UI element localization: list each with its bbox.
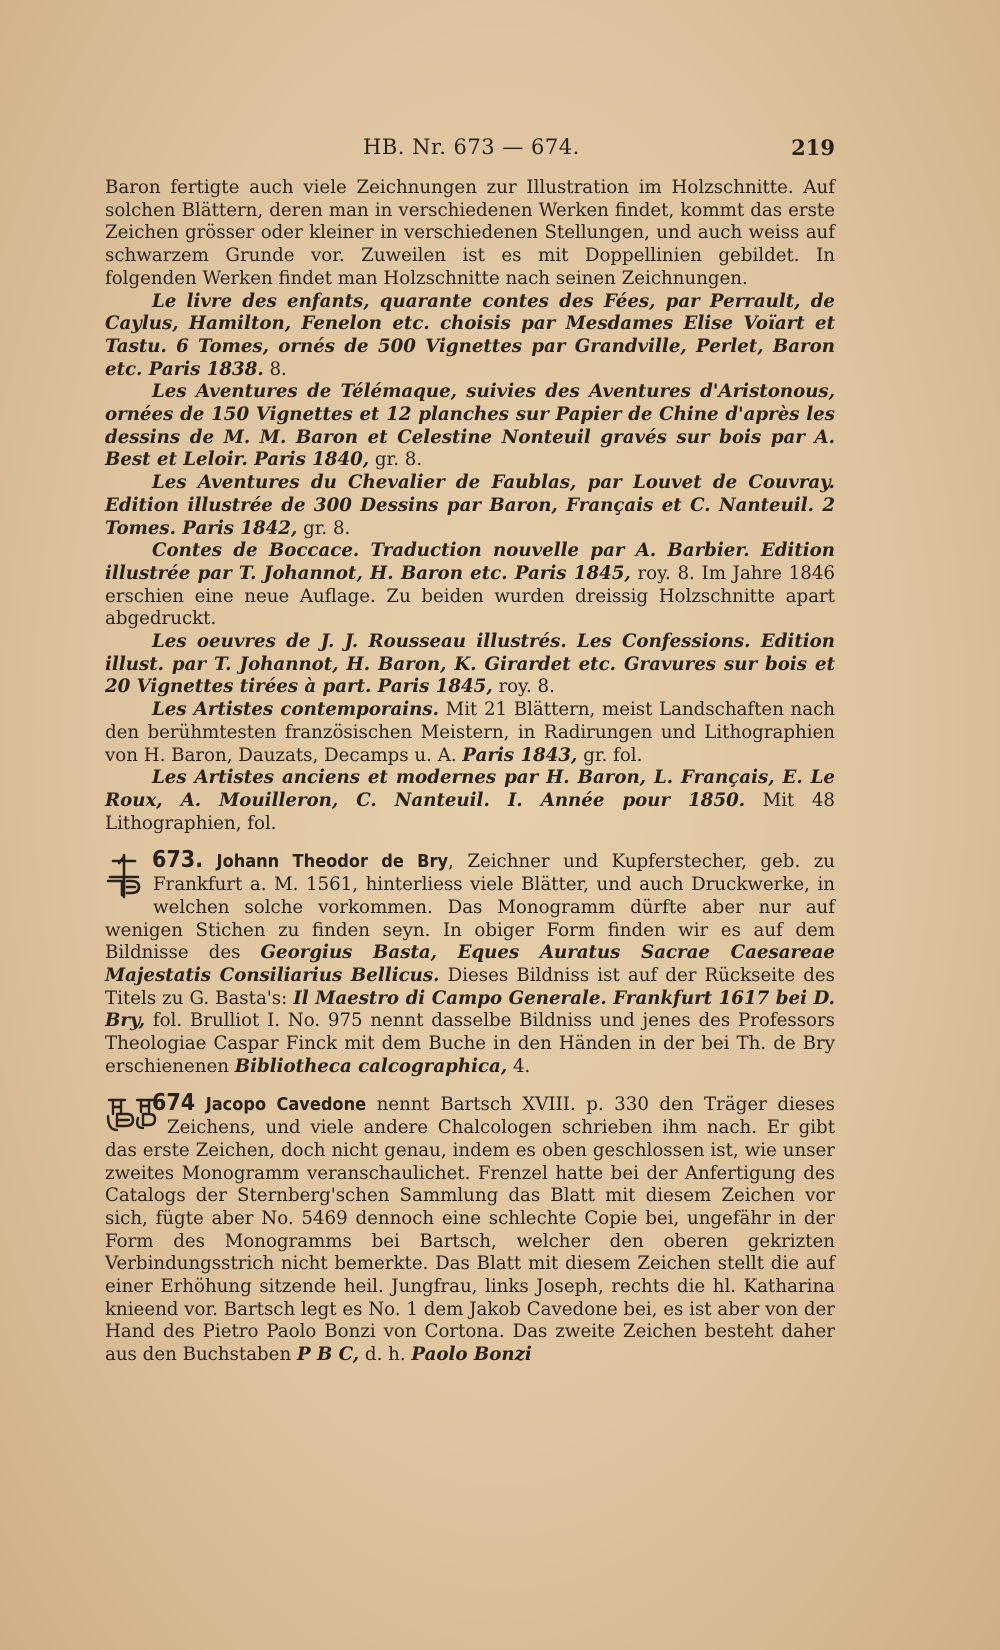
- reference-6: Les Artistes contemporains. Mit 21 Blättern, meist Landschaften nach den berühmtesten französischen Meistern, in Radirungen und Lithographien von H. Baron, Dauzats, Decamps u. A. Paris 1843, gr. fol.: [105, 699, 835, 766]
- artist-name: Jacopo Cavedone: [205, 1094, 367, 1116]
- reference-title: Les Aventures du Chevalier de Faublas, par Louvet de Couvray. Edition illustrée de 300 Dessins par Baron, Français et C. Nanteuil. 2 Tomes. Paris 1842,: [105, 472, 835, 539]
- reference-title: Les oeuvres de J. J. Rousseau illustrés. Les Confessions. Edition illust. par T. Johannot, H. Baron, K. Girardet etc. Gravures sur bois et 20 Vignettes tirées à part. Paris 1845,: [105, 631, 835, 698]
- reference-4: Contes de Boccace. Traduction nouvelle par A. Barbier. Edition illustrée par T. Johannot, H. Baron etc. Paris 1845, roy. 8. Im Jahre 1846 erschien eine neue Auflage. Zu beiden wurden dreissig Holzschnitte apart abgedruckt.: [105, 540, 835, 630]
- artist-name: Johann Theodor de Bry: [216, 851, 449, 873]
- monogram-tb-icon: [105, 851, 143, 901]
- reference-5: Les oeuvres de J. J. Rousseau illustrés. Les Confessions. Edition illust. par T. Johannot, H. Baron, K. Girardet etc. Gravures sur bois et 20 Vignettes tirées à part. Paris 1845, roy. 8.: [105, 631, 835, 698]
- entry-number: 673.: [152, 847, 204, 874]
- monogram-hb-icon: [105, 1094, 157, 1136]
- reference-1: Le livre des enfants, quarante contes des Fées, par Perrault, de Caylus, Hamilton, Fenelon etc. choisis par Mesdames Elise Voïart et Tastu. 6 Tomes, ornés de 500 Vignettes par Grandville, Perlet, Baron etc. Paris 1838. 8.: [105, 290, 835, 380]
- entry-673: 673. Johann Theodor de Bry , Zeichner und Kupferstecher, geb. zu Frankfurt a. M. 1561, hinterliess viele Blätter, und auch Druckwerke, in welchen solche vorkommen. Das Monogramm dürfte aber nur auf wenigen Stichen zu finden seyn. In obiger Form finden wir es auf dem Bildnisse des Georgius Basta, Eques Auratus Sacrae Caesareae Majestatis Consiliarius Bellicus. Dieses Bildniss ist auf der Rückseite des Titels zu G. Basta's: Il Maestro di Campo Generale. Frankfurt 1617 bei D. Bry, fol. Brulliot I. No. 975 nennt dasselbe Bildniss und jenes des Professors Theologiae Caspar Finck mit dem Buche in den Händen in der bei Th. de Bry erschienenen Bibliotheca calcographica, 4.: [105, 847, 835, 1077]
- reference-2: Les Aventures de Télémaque, suivies des Aventures d'Aristonous, ornées de 150 Vignettes et 12 planches sur Papier de Chine d'après les dessins de M. M. Baron et Celestine Nonteuil gravés sur bois par A. Best et Leloir. Paris 1840, gr. 8.: [105, 381, 835, 471]
- reference-3: Les Aventures du Chevalier de Faublas, par Louvet de Couvray. Edition illustrée de 300 Dessins par Baron, Français et C. Nanteuil. 2 Tomes. Paris 1842, gr. 8.: [105, 472, 835, 539]
- reference-title: Contes de Boccace. Traduction nouvelle par A. Barbier. Edition illustrée par T. Johannot, H. Baron etc. Paris 1845,: [105, 540, 835, 584]
- entry-number: 674: [152, 1090, 196, 1117]
- entry-674: 674 Jacopo Cavedone nennt Bartsch XVIII. p. 330 den Träger dieses Zeichens, und viele andere Chalcologen schrieben ihm nach. Er gibt das erste Zeichen, doch nicht genau, indem es oben geschlossen ist, wie unser zweites Monogramm veranschaulichet. Frenzel hatte bei der Anfertigung des Catalogs der Sternberg'schen Sammlung das Blatt mit diesem Zeichen vor sich, fügte aber No. 5469 dennoch eine schlechte Copie bei, ungefähr in der Form des Monogramms bei Bartsch, welcher den oberen gekrizten Verbindungsstrich nicht bemerkte. Das Blatt mit diesem Zeichen stellt die auf einer Erhöhung sitzende heil. Jungfrau, links Joseph, rechts die hl. Katharina knieend vor. Bartsch legt es No. 1 dem Jakob Cavedone bei, es ist aber von der Hand des Pietro Paolo Bonzi von Cortona. Das zweite Zeichen besteht daher aus den Buchstaben P B C, d. h. Paolo Bonzi: [105, 1090, 835, 1366]
- intro-paragraph: Baron fertigte auch viele Zeichnungen zur Illustration im Holzschnitte. Auf solchen Blättern, deren man in verschiedenen Werken findet, kommt das erste Zeichen grösser oder kleiner in verschiedenen Stellungen, und auch weiss auf schwarzem Grunde vor. Zuweilen ist es mit Doppellinien gebildet. In folgenden Werken findet man Holzschnitte nach seinen Zeichnungen.: [105, 177, 835, 289]
- reference-title: Les Aventures de Télémaque, suivies des Aventures d'Aristonous, ornées de 150 Vignettes et 12 planches sur Papier de Chine d'après les dessins de M. M. Baron et Celestine Nonteuil gravés sur bois par A. Best et Leloir. Paris 1840,: [105, 381, 835, 471]
- running-head: HB. Nr. 673 — 674.: [363, 135, 580, 159]
- page-header: [105, 131, 835, 167]
- reference-title: Les Artistes contemporains.: [152, 699, 439, 721]
- reference-title: Les Artistes anciens et modernes par H. Baron, L. Français, E. Le Roux, A. Mouilleron, C. Nanteuil. I. Année pour 1850.: [105, 767, 835, 811]
- page-number: 219: [791, 135, 835, 160]
- reference-7: Les Artistes anciens et modernes par H. Baron, L. Français, E. Le Roux, A. Mouilleron, C. Nanteuil. I. Année pour 1850. Mit 48 Lithographien, fol.: [105, 767, 835, 834]
- reference-title: Le livre des enfants, quarante contes des Fées, par Perrault, de Caylus, Hamilton, Fenelon etc. choisis par Mesdames Elise Voïart et Tastu. 6 Tomes, ornés de 500 Vignettes par Grandville, Perlet, Baron etc. Paris 1838.: [105, 290, 835, 380]
- main-text: [105, 177, 835, 1367]
